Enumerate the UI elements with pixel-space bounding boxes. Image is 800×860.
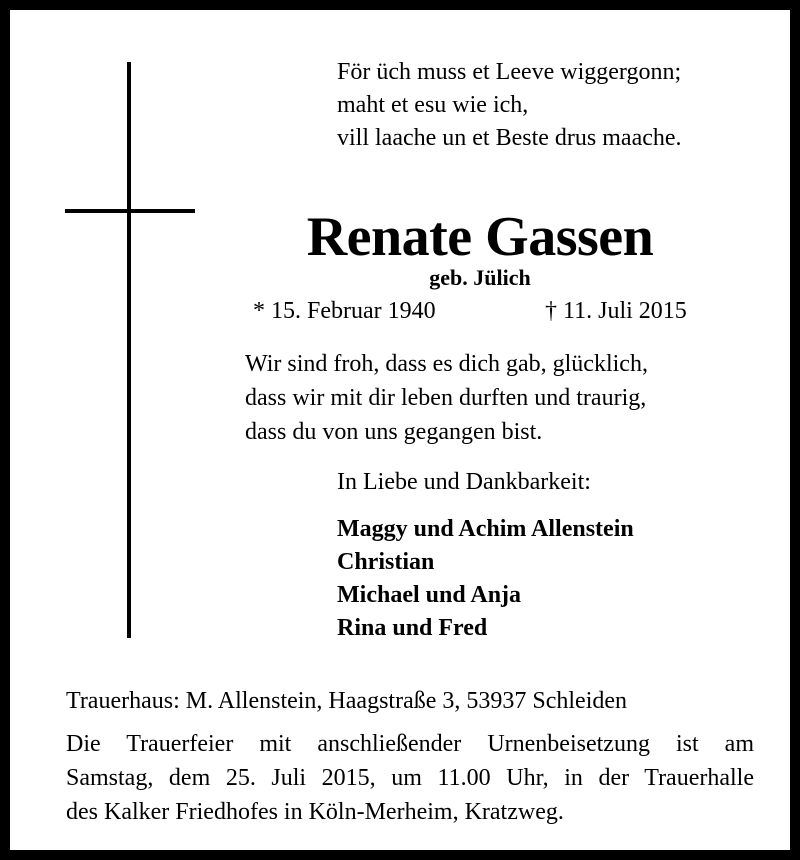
mourner-name: Maggy und Achim Allenstein [337,516,634,542]
birth-date: * 15. Februar 1940 [253,298,436,324]
ceremony-line: Die Trauerfeier mit anschließender Urnenbeisetzung ist am [66,731,754,757]
quote-line: Wir sind froh, dass es dich gab, glücklich, [245,351,648,377]
mourner-name: Rina und Fred [337,615,488,641]
mourners-intro: In Liebe und Dankbarkeit: [337,469,591,495]
quote-line: dass wir mit dir leben durften und traurig, [245,385,647,411]
death-date: † 11. Juli 2015 [545,298,687,324]
mourners-list [337,513,634,645]
motto-verse [337,56,682,155]
motto-line: För üch muss et Leeve wiggergonn; [337,59,682,85]
cross-vertical-bar [127,62,131,638]
ceremony-details [66,727,754,829]
quote-line: dass du von uns gegangen bist. [245,419,543,445]
motto-line: maht et esu wie ich, [337,92,529,118]
cross-horizontal-bar [65,209,195,213]
memorial-quote [245,347,648,449]
mourner-name: Michael und Anja [337,582,522,608]
ceremony-line: Samstag, dem 25. Juli 2015, um 11.00 Uhr, in der Trauerhalle [66,765,754,791]
deceased-name: Renate Gassen [306,206,654,268]
motto-line: vill laache un et Beste drus maache. [337,125,682,151]
mourner-name: Christian [337,549,435,575]
ceremony-line: des Kalker Friedhofes in Köln-Merheim, Kratzweg. [66,799,564,825]
mourning-house-address: Trauerhaus: M. Allenstein, Haagstraße 3, 53937 Schleiden [66,688,628,714]
birth-name: geb. Jülich [429,265,531,290]
